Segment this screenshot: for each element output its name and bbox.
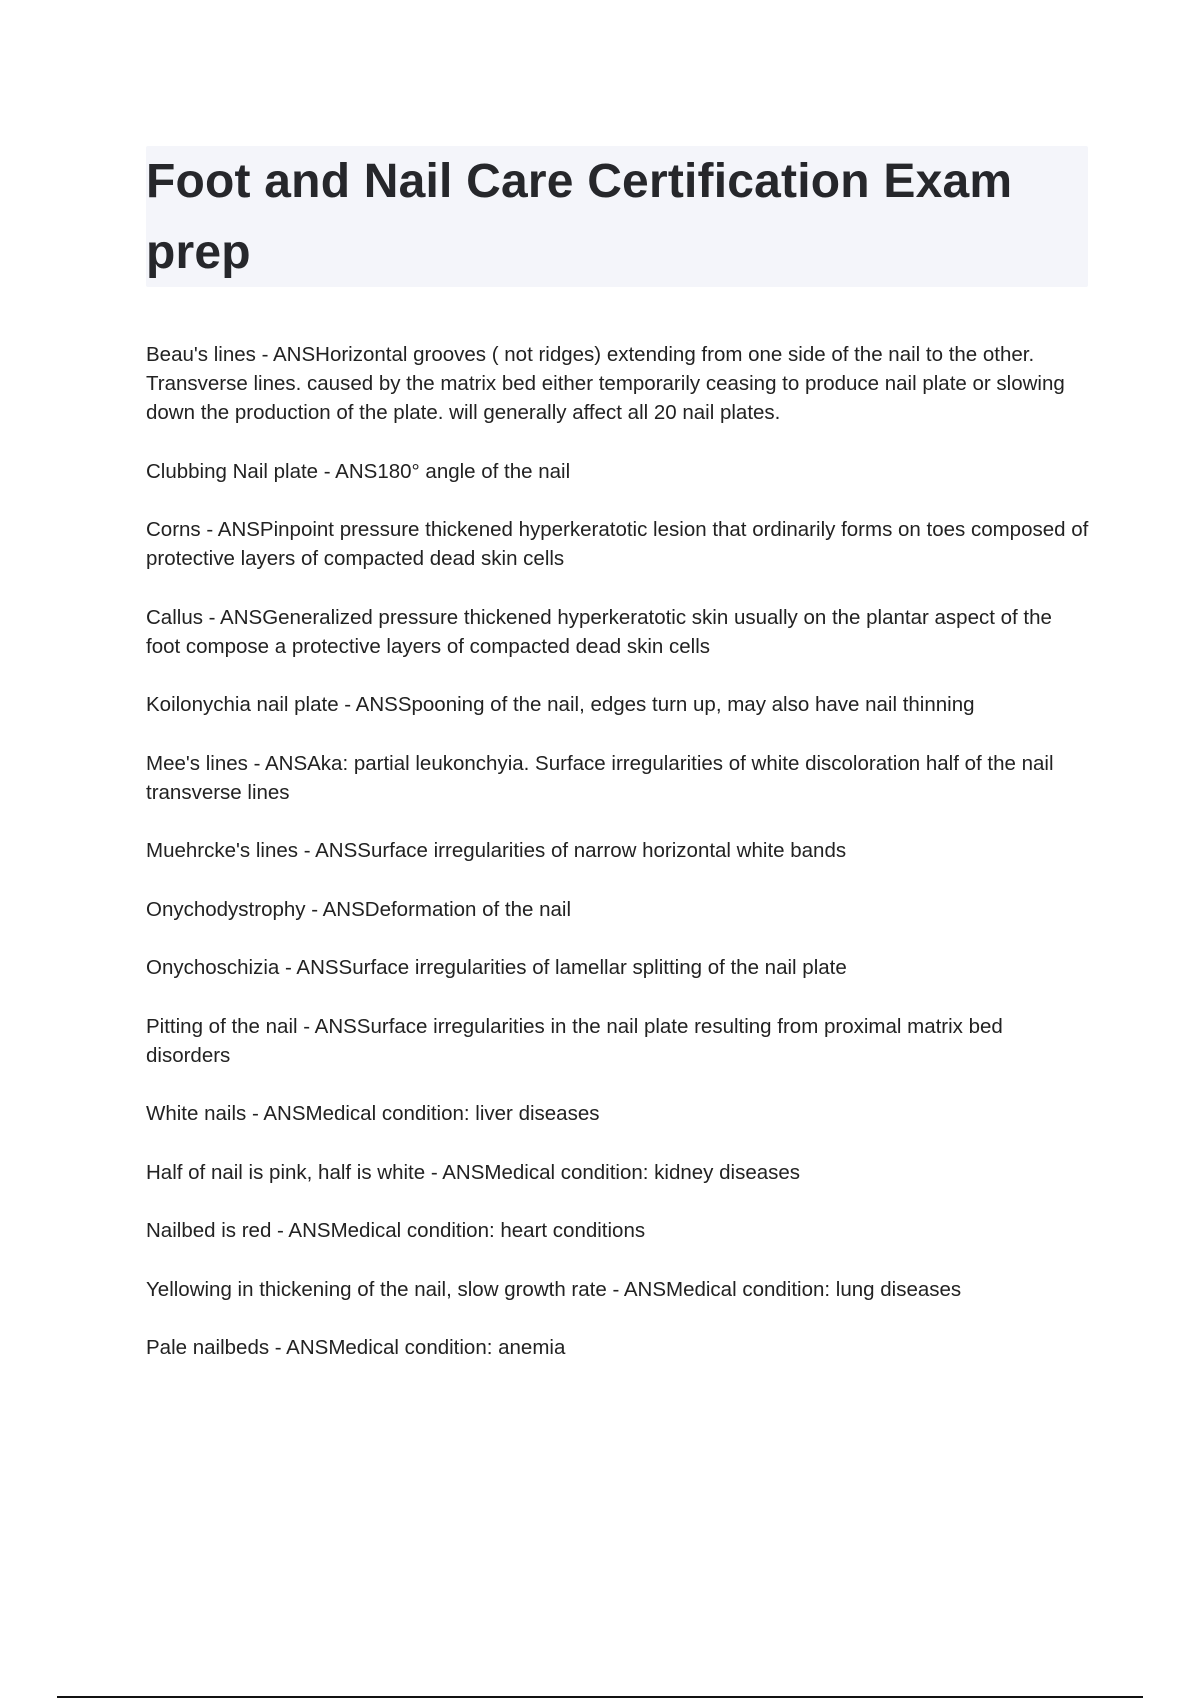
entry-muehrckes-lines: Muehrcke's lines - ANSSurface irregularities of narrow horizontal white bands xyxy=(146,839,847,862)
entry-mees-lines: Mee's lines - ANSAka: partial leukonchyia. Surface irregularities of white discoloration half of the nail transverse lines xyxy=(146,751,1054,804)
entry-pitting: Pitting of the nail - ANSSurface irregularities in the nail plate resulting from proximal matrix bed disorders xyxy=(146,1014,1003,1067)
entry-koilonychia: Koilonychia nail plate - ANSSpooning of the nail, edges turn up, may also have nail thinning xyxy=(146,693,975,716)
entry-pale-nailbeds: Pale nailbeds - ANSMedical condition: anemia xyxy=(146,1336,566,1359)
title-banner xyxy=(146,146,1088,287)
entry-onychoschizia: Onychoschizia - ANSSurface irregularities of lamellar splitting of the nail plate xyxy=(146,956,847,979)
entry-onychodystrophy: Onychodystrophy - ANSDeformation of the nail xyxy=(146,897,572,921)
entry-half-pink-half-white: Half of nail is pink, half is white - ANSMedical condition: kidney diseases xyxy=(146,1160,801,1184)
document-title: Foot and Nail Care Certification Exam prep xyxy=(146,155,1013,279)
entry-yellowing: Yellowing in thickening of the nail, slow growth rate - ANSMedical condition: lung diseases xyxy=(146,1277,962,1301)
footer-divider xyxy=(57,1696,1143,1698)
entry-corns: Corns - ANSPinpoint pressure thickened hyperkeratotic lesion that ordinarily forms on toes composed of protective layers of compacted dead skin cells xyxy=(146,518,1089,570)
entry-clubbing-nail-plate: Clubbing Nail plate - ANS180° angle of the nail xyxy=(146,459,571,483)
entry-nailbed-red: Nailbed is red - ANSMedical condition: heart conditions xyxy=(146,1219,646,1242)
entry-callus: Callus - ANSGeneralized pressure thickened hyperkeratotic skin usually on the plantar aspect of the foot compose a protective layers of compacted dead skin cells xyxy=(146,605,1052,658)
entry-beaus-lines: Beau's lines - ANSHorizontal grooves ( not ridges) extending from one side of the nail to the other. Transverse lines. caused by the matrix bed either temporarily ceasing to produce nail plate or slowing down the production of the plate. will generally affect all 20 nail plates. xyxy=(146,343,1065,424)
entry-list xyxy=(146,340,1091,1392)
entry-white-nails: White nails - ANSMedical condition: liver diseases xyxy=(146,1102,600,1125)
